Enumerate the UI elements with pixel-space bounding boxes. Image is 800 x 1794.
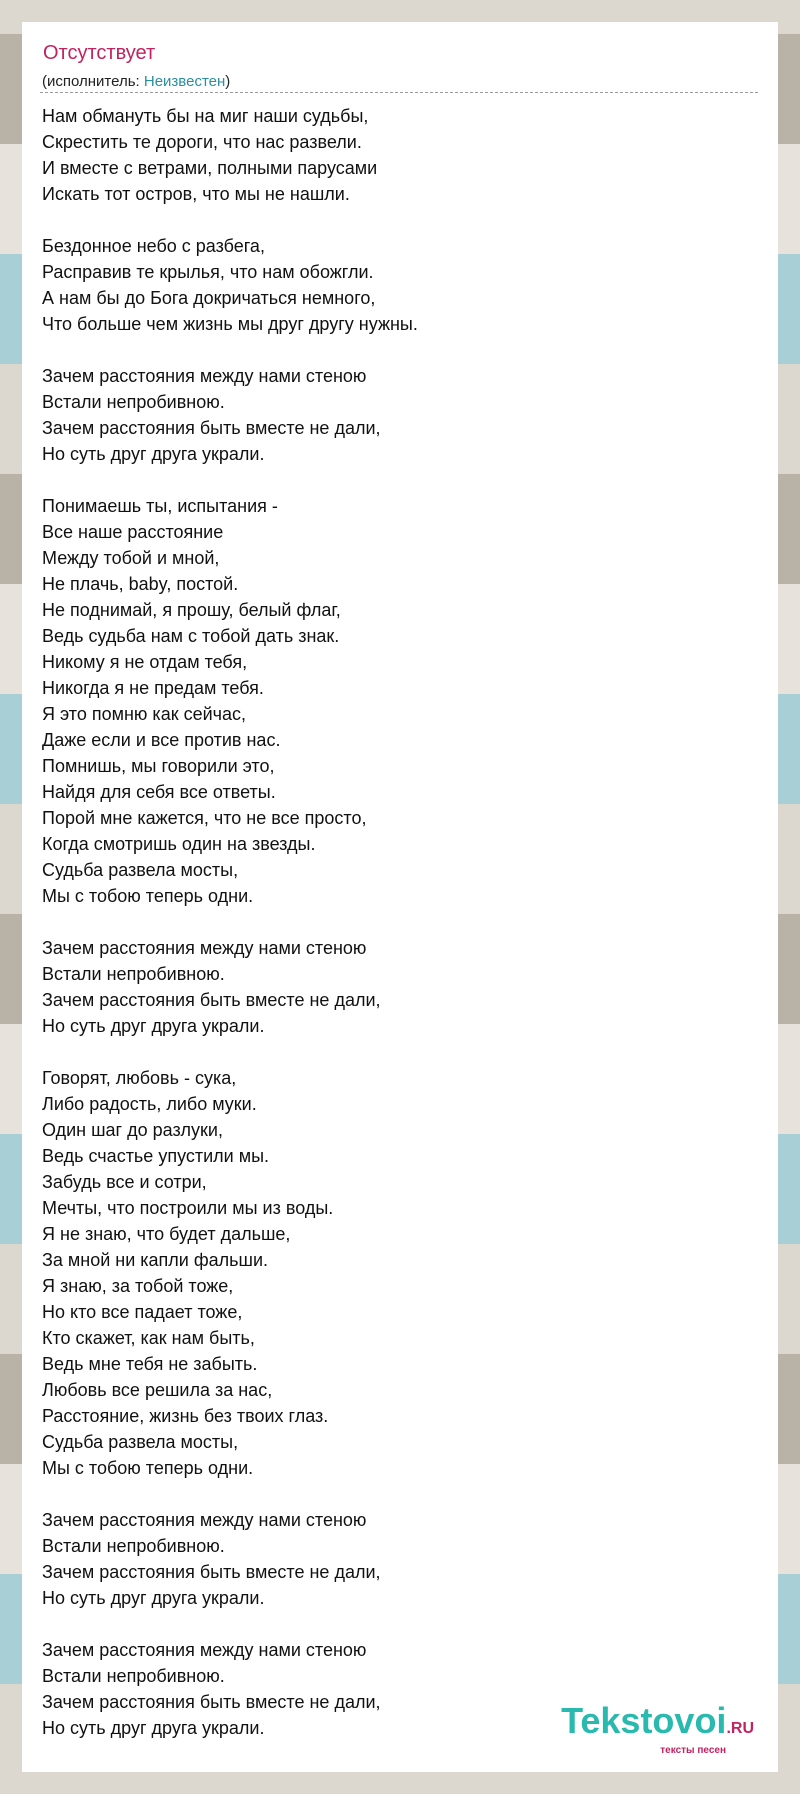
lyric-line: Никому я не отдам тебя, xyxy=(42,652,248,672)
lyric-line: Когда смотришь один на звезды. xyxy=(42,834,316,854)
lyric-line: Расстояние, жизнь без твоих глаз. xyxy=(42,1406,329,1426)
lyric-line: Бездонное небо с разбега, xyxy=(42,236,265,256)
lyric-line: Мечты, что построили мы из воды. xyxy=(42,1198,334,1218)
lyric-line: Говорят, любовь - сука, xyxy=(42,1068,237,1088)
lyric-line: Встали непробивною. xyxy=(42,392,225,412)
lyric-line: А нам бы до Бога докричаться немного, xyxy=(42,288,376,308)
lyric-line: Судьба развела мосты, xyxy=(42,1432,239,1452)
stanza-gap xyxy=(42,909,418,935)
lyric-line: Понимаешь ты, испытания - xyxy=(42,496,278,516)
lyric-line: Я не знаю, что будет дальше, xyxy=(42,1224,291,1244)
lyric-line: Кто скажет, как нам быть, xyxy=(42,1328,255,1348)
lyric-line: Зачем расстояния быть вместе не дали, xyxy=(42,418,381,438)
stanza-gap xyxy=(42,207,418,233)
lyric-line: Нам обмануть бы на миг наши судьбы, xyxy=(42,106,369,126)
lyric-line: Ведь судьба нам с тобой дать знак. xyxy=(42,626,340,646)
lyric-line: Что больше чем жизнь мы друг другу нужны. xyxy=(42,314,418,334)
stanza-gap xyxy=(42,337,418,363)
stanza-gap xyxy=(42,1481,418,1507)
lyric-line: Зачем расстояния между нами стеною xyxy=(42,938,367,958)
lyric-line: И вместе с ветрами, полными парусами xyxy=(42,158,378,178)
lyric-line: Искать тот остров, что мы не нашли. xyxy=(42,184,350,204)
lyric-line: Любовь все решила за нас, xyxy=(42,1380,273,1400)
lyric-line: Скрестить те дороги, что нас развели. xyxy=(42,132,362,152)
song-meta xyxy=(42,73,230,90)
site-logo[interactable] xyxy=(561,1700,754,1756)
stanza-gap xyxy=(42,467,418,493)
lyric-line: Судьба развела мосты, xyxy=(42,860,239,880)
lyric-line: Встали непробивною. xyxy=(42,1666,225,1686)
lyric-line: Между тобой и мной, xyxy=(42,548,220,568)
lyric-line: Найдя для себя все ответы. xyxy=(42,782,276,802)
lyrics-card xyxy=(22,22,778,1772)
artist-link[interactable]: Неизвестен xyxy=(143,73,226,90)
lyric-line: Но суть друг друга украли. xyxy=(42,444,265,464)
lyric-line: Все наше расстояние xyxy=(42,522,224,542)
song-title: Отсутствует xyxy=(43,42,156,64)
dashed-divider xyxy=(40,92,758,93)
meta-suffix: ) xyxy=(225,73,231,90)
lyric-line: Я знаю, за тобой тоже, xyxy=(42,1276,234,1296)
lyric-line: Но суть друг друга украли. xyxy=(42,1718,265,1738)
lyric-line: Расправив те крылья, что нам обожгли. xyxy=(42,262,374,282)
lyric-line: Зачем расстояния быть вместе не дали, xyxy=(42,1692,381,1712)
lyric-line: Зачем расстояния быть вместе не дали, xyxy=(42,990,381,1010)
logo-name: Tekstovoi xyxy=(561,1700,727,1741)
logo-tagline: тексты песен xyxy=(660,1745,726,1756)
meta-prefix: (исполнитель: xyxy=(42,73,144,90)
lyric-line: Никогда я не предам тебя. xyxy=(42,678,264,698)
lyric-line: Встали непробивною. xyxy=(42,1536,225,1556)
lyric-line: Один шаг до разлуки, xyxy=(42,1120,223,1140)
lyric-line: Но суть друг друга украли. xyxy=(42,1588,265,1608)
lyric-line: За мной ни капли фальши. xyxy=(42,1250,269,1270)
lyric-line: Порой мне кажется, что не все просто, xyxy=(42,808,367,828)
stanza-gap xyxy=(42,1039,418,1065)
lyric-line: Ведь счастье упустили мы. xyxy=(42,1146,270,1166)
lyric-line: Мы с тобою теперь одни. xyxy=(42,886,254,906)
lyric-line: Забудь все и сотри, xyxy=(42,1172,207,1192)
lyric-line: Мы с тобою теперь одни. xyxy=(42,1458,254,1478)
lyric-line: Не поднимай, я прошу, белый флаг, xyxy=(42,600,341,620)
lyrics-text xyxy=(42,103,418,1741)
lyric-line: Помнишь, мы говорили это, xyxy=(42,756,275,776)
logo-tld: .RU xyxy=(726,1720,754,1737)
lyric-line: Зачем расстояния между нами стеною xyxy=(42,1510,367,1530)
lyric-line: Даже если и все против нас. xyxy=(42,730,281,750)
lyric-line: Зачем расстояния быть вместе не дали, xyxy=(42,1562,381,1582)
lyric-line: Либо радость, либо муки. xyxy=(42,1094,257,1114)
lyric-line: Но суть друг друга украли. xyxy=(42,1016,265,1036)
lyric-line: Я это помню как сейчас, xyxy=(42,704,247,724)
stanza-gap xyxy=(42,1611,418,1637)
lyric-line: Но кто все падает тоже, xyxy=(42,1302,243,1322)
lyric-line: Встали непробивною. xyxy=(42,964,225,984)
lyric-line: Не плачь, baby, постой. xyxy=(42,574,239,594)
lyric-line: Ведь мне тебя не забыть. xyxy=(42,1354,258,1374)
lyric-line: Зачем расстояния между нами стеною xyxy=(42,366,367,386)
lyric-line: Зачем расстояния между нами стеною xyxy=(42,1640,367,1660)
